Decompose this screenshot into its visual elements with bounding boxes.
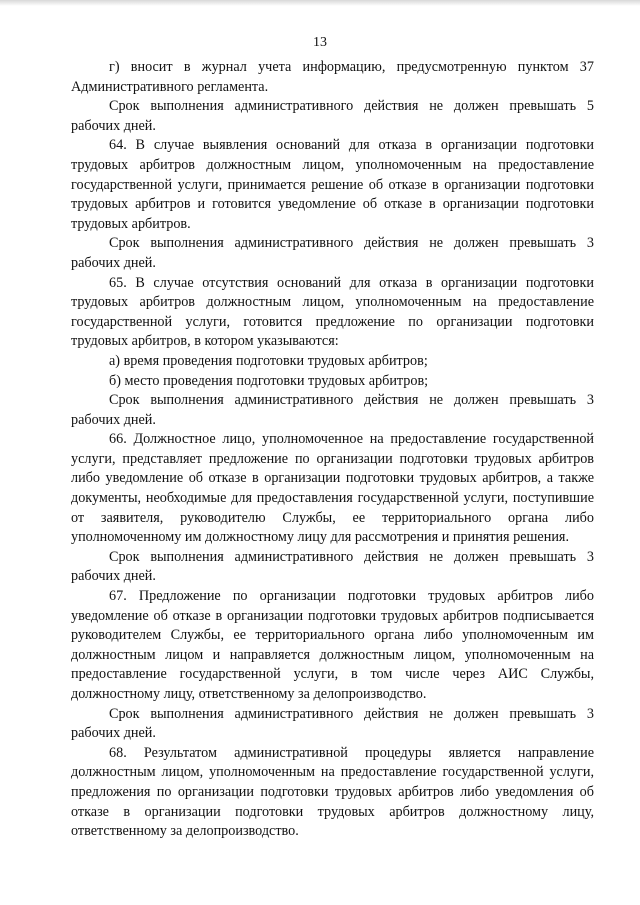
paragraph: г) вносит в журнал учета информацию, предусмотренную пунктом 37 Административного регламента.	[71, 59, 594, 95]
paragraph: Срок выполнения административного действия не должен превышать 3 рабочих дней.	[71, 392, 594, 428]
scan-top-edge	[0, 0, 640, 6]
document-body	[71, 58, 594, 842]
page-number: 13	[313, 35, 327, 50]
paragraph: 67. Предложение по организации подготовки трудовых арбитров либо уведомление об отказе в организации подготовки трудовых арбитров подписывается руководителем Службы, ее территориального органа либо уполномоченным им должностным лицом и направляется должностным лицом, уполномоченным на предоставление государственной услуги, в том числе через АИС Службы, должностному лицу, ответственному за делопроизводство.	[71, 588, 594, 702]
paragraph: 64. В случае выявления оснований для отказа в организации подготовки трудовых арбитров должностным лицом, уполномоченным на предоставление государственной услуги, принимается решение об отказе в организации подготовки трудовых арбитров и готовится уведомление об отказе в организации подготовки трудовых арбитров.	[71, 137, 594, 232]
paragraph: Срок выполнения административного действия не должен превышать 3 рабочих дней.	[71, 235, 594, 271]
paragraph: Срок выполнения административного действия не должен превышать 3 рабочих дней.	[71, 705, 594, 742]
paragraph: 68. Результатом административной процедуры является направление должностным лицом, уполномоченным на предоставление государственной услуги, предложения по организации подготовки трудовых арбитров либо уведомления об отказе в организации подготовки трудовых арбитров должностному лицу, ответственному за делопроизводство.	[71, 744, 594, 840]
paragraph: 66. Должностное лицо, уполномоченное на предоставление государственной услуги, представляет предложение по организации подготовки трудовых арбитров либо уведомление об отказе в организации подготовки трудовых арбитров, а также документы, необходимые для предоставления государственной услуги, поступившие от заявителя, руководителю Службы, ее территориального органа либо уполномоченному им должностному лицу для рассмотрения и принятия решения.	[71, 431, 594, 546]
list-item: а) время проведения подготовки трудовых арбитров;	[109, 352, 428, 369]
paragraph: 65. В случае отсутствия оснований для отказа в организации подготовки трудовых арбитров должностным лицом, уполномоченным на предоставление государственной услуги, готовится предложение по организации подготовки трудовых арбитров, в котором указываются:	[71, 274, 594, 350]
paragraph: Срок выполнения административного действия не должен превышать 3 рабочих дней.	[71, 548, 594, 585]
paragraph: Срок выполнения административного действия не должен превышать 5 рабочих дней.	[71, 98, 594, 134]
list-item: б) место проведения подготовки трудовых арбитров;	[109, 372, 429, 389]
